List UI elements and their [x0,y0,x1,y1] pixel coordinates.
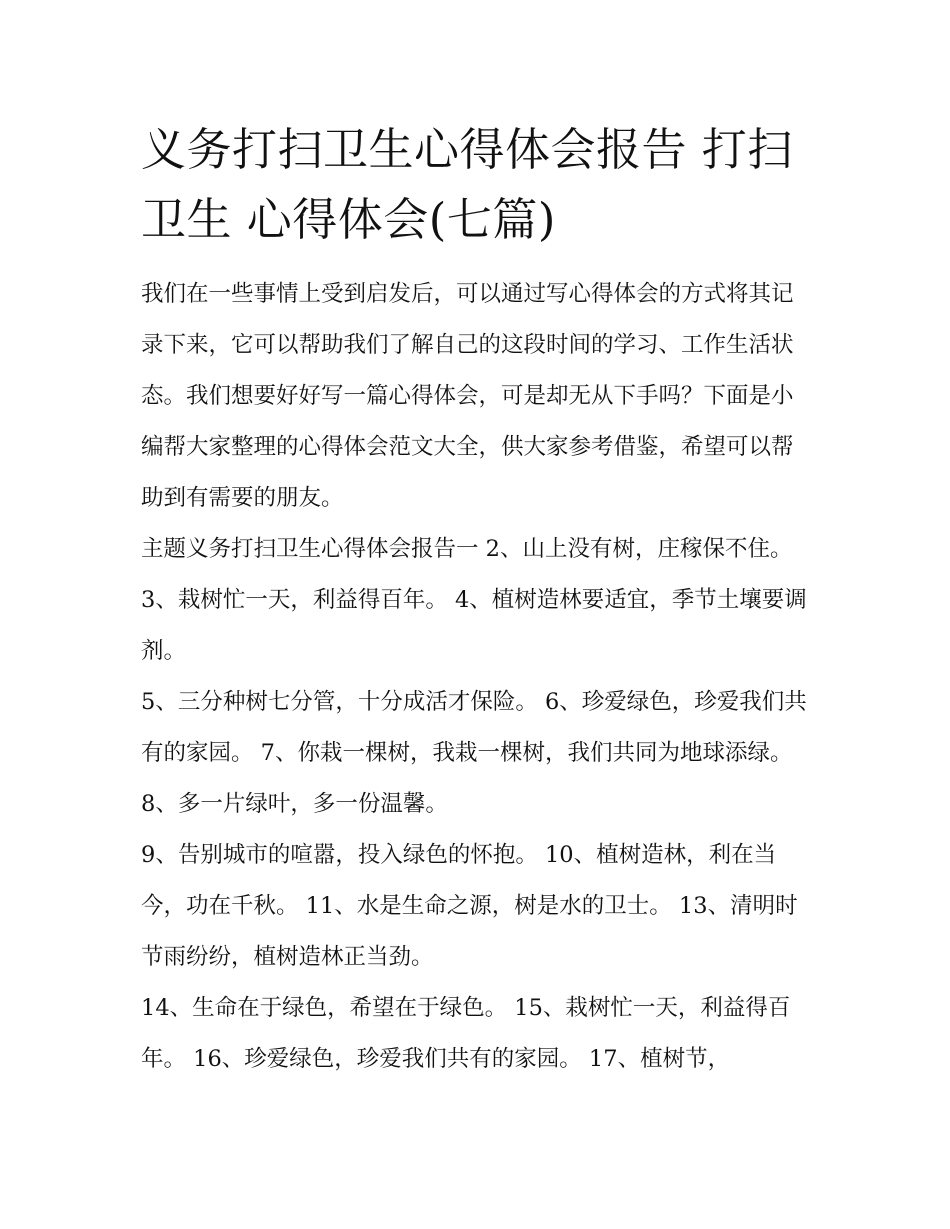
document-title: 义务打扫卫生心得体会报告 打扫卫生 心得体会(七篇) [141,123,793,246]
paragraph-intro: 我们在一些事情上受到启发后，可以通过写心得体会的方式将其记录下来，它可以帮助我们了解自己的这段时间的学习、工作生活状态。我们想要好好写一篇心得体会，可是却无从下手吗？下面是小编帮大家整理的心得体会范文大全，供大家参考借鉴，希望可以帮助到有需要的朋友。 [141,281,794,511]
document-page [141,115,813,1085]
paragraph-slogans-9-13: 9、告别城市的喧嚣，投入绿色的怀抱。 10、植树造林，利在当今，功在千秋。 11、水是生命之源，树是水的卫士。 13、清明时节雨纷纷，植树造林正当劲。 [141,842,798,970]
paragraph-slogans-5-8: 5、三分种树七分管，十分成活才保险。 6、珍爱绿色，珍爱我们共有的家园。 7、你栽一棵树，我栽一棵树，我们共同为地球添绿。 8、多一片绿叶，多一份温馨。 [141,689,807,817]
paragraph-slogans-14-17: 14、生命在于绿色，希望在于绿色。 15、栽树忙一天，利益得百年。 16、珍爱绿色，珍爱我们共有的家园。 17、植树节， [141,995,791,1072]
paragraph-report-one: 主题义务打扫卫生心得体会报告一 2、山上没有树，庄稼保不住。 3、栽树忙一天，利益得百年。 4、植树造林要适宜，季节土壤要调剂。 [141,536,807,664]
